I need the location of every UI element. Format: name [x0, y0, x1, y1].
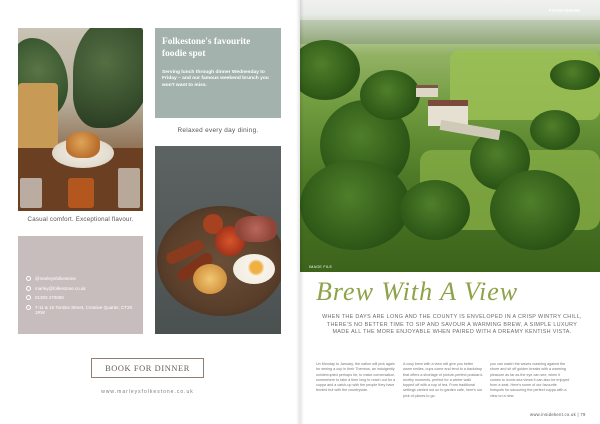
- bacon-shape: [235, 216, 277, 242]
- chair-shape: [18, 83, 58, 158]
- page-folio: www.insidekent.co.uk | 79: [530, 412, 586, 417]
- article-column-2: A cosy brew with a view will give you better warm smiles, cups come and tend to a backdrop that offers a shortage of picture-perfect postcard-worthy moments, perfect for a winter walk topped off with a cup of tea. From traditional settings carried out on to garden cafe, here's our pick of places to go.: [403, 362, 483, 398]
- tree-shape: [490, 170, 580, 250]
- contact-panel: [18, 236, 143, 334]
- contact-instagram[interactable]: [26, 276, 135, 282]
- address-text: 7-11 & 15 Tontine Street, Creative Quarter, CT20 1RW: [35, 304, 133, 315]
- pancake-stack-shape: [66, 132, 100, 158]
- egg-shape: [233, 254, 275, 284]
- tree-shape: [400, 180, 470, 240]
- contact-email[interactable]: [26, 286, 135, 292]
- tree-shape: [300, 40, 360, 100]
- tree-shape: [550, 60, 600, 90]
- caption-relaxed-dining: Relaxed every day dining.: [177, 127, 259, 134]
- tree-shape: [530, 110, 580, 150]
- aerial-landscape-photo: [300, 0, 600, 272]
- food-photo: [18, 28, 143, 211]
- driveway-shape: [440, 120, 501, 140]
- website-link[interactable]: www.marleysfolkestone.co.uk: [101, 389, 194, 395]
- spine-gutter: [296, 0, 304, 424]
- panel-heading: Folkestone's favourite foodie spot: [162, 37, 251, 59]
- caption-casual-comfort: Casual comfort. Exceptional flavour.: [27, 216, 134, 223]
- photo-credit: IMAGE FILE: [309, 265, 333, 269]
- location-pin-icon: [26, 305, 31, 310]
- article-column-3: you can watch the waves crashing against the shore and sit off golden breaks with a warming pleasure as far as the eye can see, when it comes to iconic sea views it can also be enjoyed from a seat. Here's some of our favourite hotspots for savouring the perfect cuppa with a view on a new.: [490, 362, 570, 398]
- article-standfirst: WHEN THE DAYS ARE LONG AND THE COUNTY IS ENVELOPED IN A CRISP WINTRY CHILL, THERE'S NO BETTER TIME TO SIP AND SAVOUR A WARMING BREW, A SIMPLE LUXURY MADE ALL THE MORE ENJOYABLE WHEN PAIRED WITH A DREAMY KENTISH VISTA.: [322, 314, 582, 336]
- article-headline: Brew With A View: [316, 277, 519, 306]
- section-tag: FOOD+DRINK: [549, 8, 581, 13]
- instagram-icon: [26, 276, 31, 281]
- phone-number: 01303 470098: [35, 295, 64, 300]
- building-shape: [416, 85, 438, 97]
- phone-icon: [26, 295, 31, 300]
- instagram-handle: @marleysfolkestone: [35, 276, 76, 281]
- juice-glass-shape: [68, 178, 94, 208]
- contact-phone[interactable]: [26, 295, 135, 301]
- article-column-1: Un Monday to January, the nation will pick again for seeing a cup in their Thermos, an indulgently uninterrupted perhaps for, to make conversation, somewhere to take a time long to reach out for a cuppa and a catch-up with the people they have tended but with the countryside.: [316, 362, 396, 393]
- email-address: marley@folkestone.co.uk: [35, 285, 86, 291]
- mail-icon: [26, 286, 31, 291]
- intro-panel: [155, 28, 281, 118]
- panel-body: Serving lunch through dinner Wednesday to Friday – and our famous weekend brunch you won't want to miss.: [162, 70, 269, 88]
- breakfast-photo: [155, 146, 281, 334]
- glass-shape: [20, 178, 42, 208]
- horizon-band: [300, 20, 600, 44]
- tree-shape: [360, 70, 420, 120]
- contact-address: [26, 305, 135, 316]
- glass-shape: [118, 168, 140, 208]
- plant-shape: [73, 28, 143, 128]
- tree-shape: [300, 160, 410, 250]
- hash-brown-shape: [193, 264, 227, 294]
- book-for-dinner-button[interactable]: BOOK FOR DINNER: [91, 358, 204, 378]
